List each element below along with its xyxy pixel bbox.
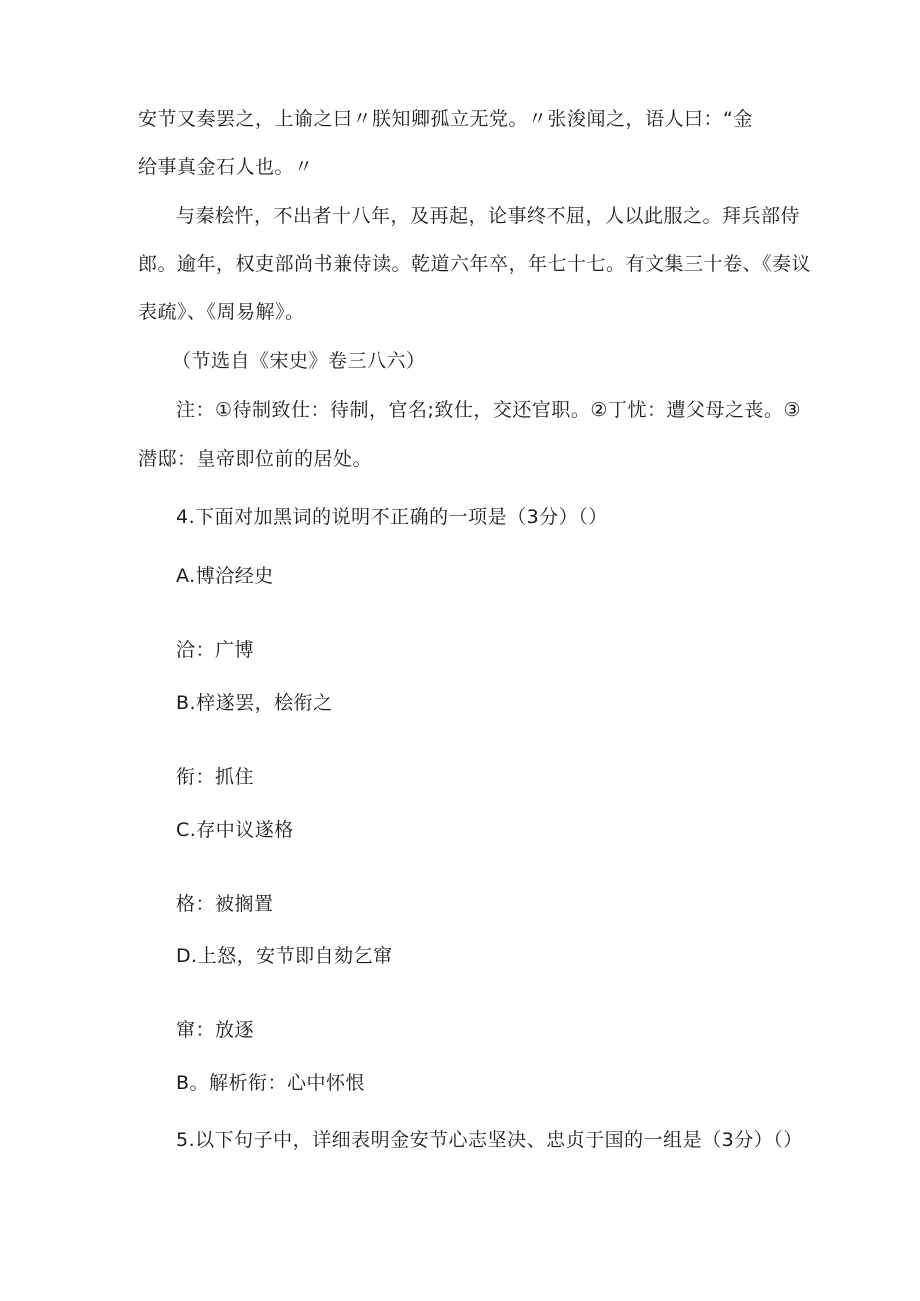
option-c-explanation: 格：被搁置 xyxy=(176,893,274,915)
passage-line: 安节又奏罢之，上谕之曰〃朕知卿孤立无党。〃张浚闻之，语人曰：“金 xyxy=(138,108,753,130)
option-c: C.存中议遂格 xyxy=(176,819,294,841)
passage-line: 郎。逾年，权吏部尚书兼侍读。乾道六年卒，年七十七。有文集三十卷、《奏议 xyxy=(138,253,812,275)
source-citation: （节选自《宋史》卷三八六） xyxy=(172,350,426,372)
question-4-stem: 4.下面对加黑词的说明不正确的一项是（3分）（） xyxy=(176,506,608,528)
passage-line: 表疏》、《周易解》。 xyxy=(138,301,305,323)
option-d: D.上怒，安节即自劾乞窜 xyxy=(176,945,393,967)
question-5-stem: 5.以下句子中，详细表明金安节心志坚决、忠贞于国的一组是（3分）（） xyxy=(176,1129,803,1151)
option-a: A.博洽经史 xyxy=(176,565,274,587)
option-b: B.梓遂罢，桧衔之 xyxy=(176,692,333,714)
option-d-explanation: 窜：放逐 xyxy=(176,1019,255,1041)
annotation-note: 潜邸：皇帝即位前的居处。 xyxy=(138,448,373,470)
question-4-answer: B。解析衔：心中怀恨 xyxy=(176,1072,366,1094)
passage-line: 与秦桧忤，不出者十八年，及再起，论事终不屈，人以此服之。拜兵部侍 xyxy=(176,205,801,227)
option-b-explanation: 衔：抓住 xyxy=(176,766,255,788)
annotation-note: 注：①待制致仕：待制，官名;致仕，交还官职。②丁忧：遭父母之丧。③ xyxy=(176,399,802,421)
option-a-explanation: 洽：广博 xyxy=(176,639,255,661)
passage-line: 给事真金石人也。〃 xyxy=(138,156,314,178)
